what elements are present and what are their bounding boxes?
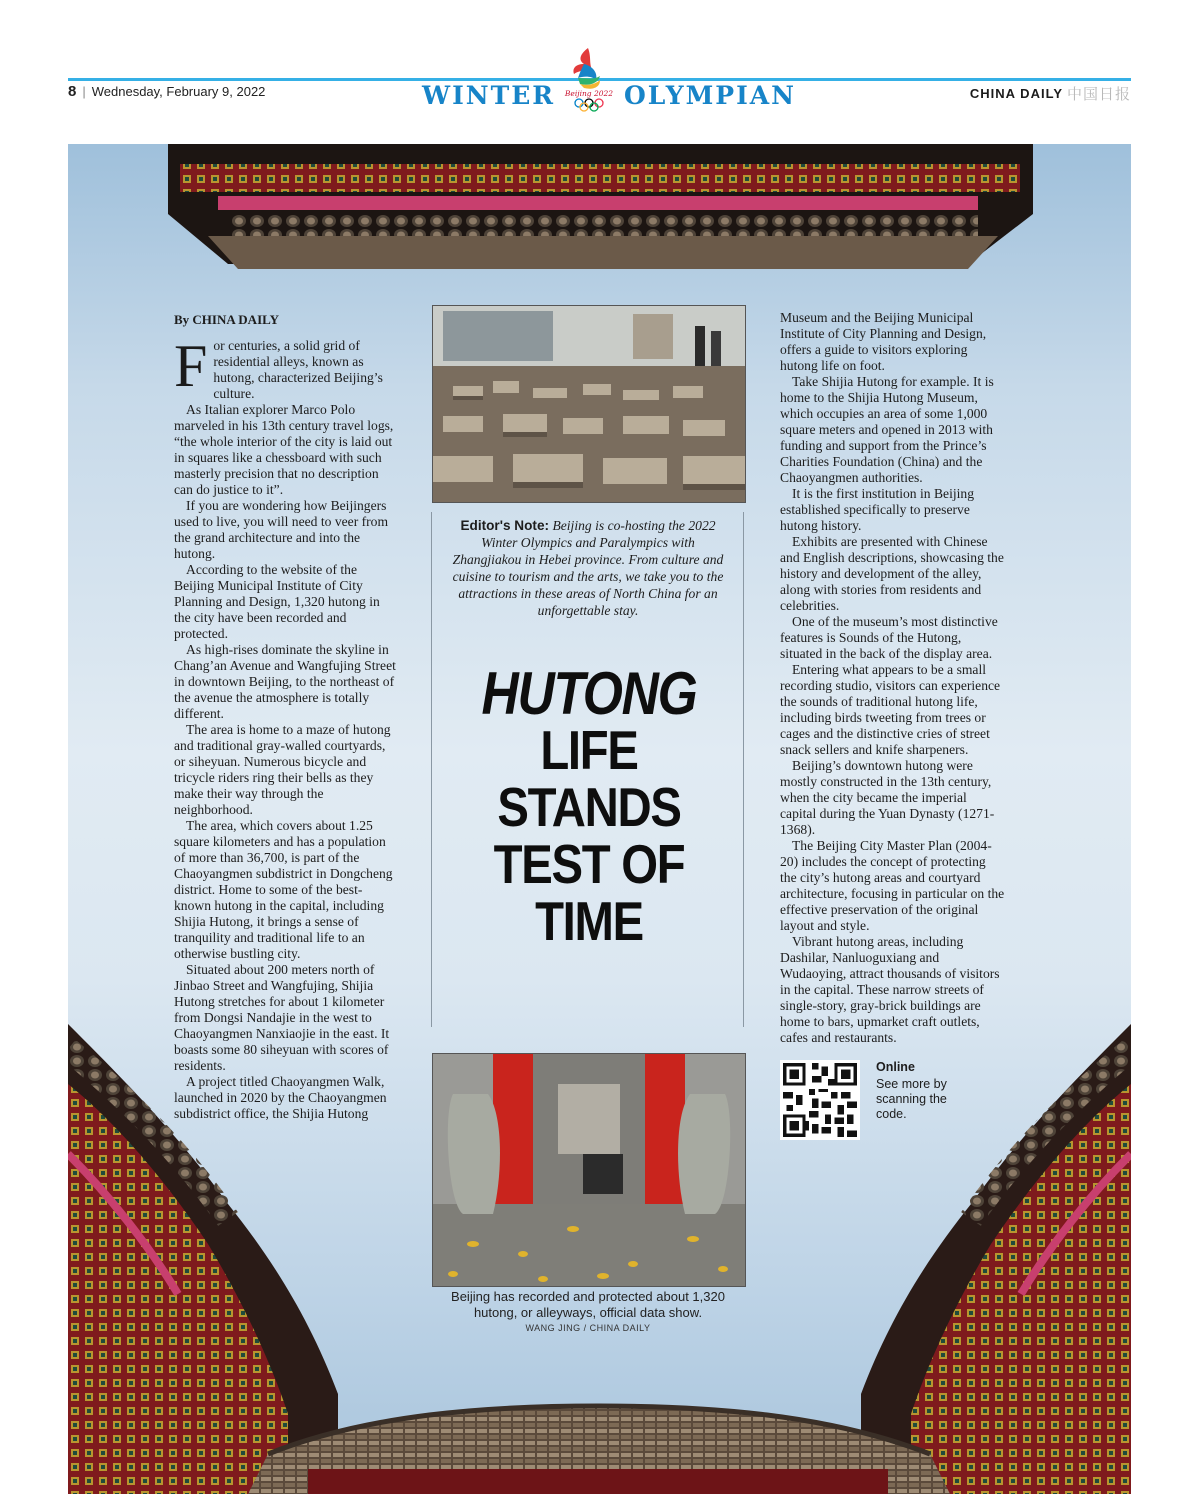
beijing-2022-emblem-icon — [558, 46, 620, 112]
emblem-label — [564, 89, 613, 98]
paragraph: If you are wondering how Beijingers used to live, you will need to veer from the grand architecture and into the hutong. — [174, 498, 389, 561]
paragraph — [174, 333, 399, 402]
headline-line: STANDS — [497, 776, 681, 838]
paragraph: Entering what appears to be a small recording studio, visitors can experience the sounds of traditional hutong life, including birds tweeting from trees or cages and the distinctive cries of street snack sellers and knife sharpeners. — [780, 662, 1001, 757]
byline: By CHINA DAILY — [174, 312, 279, 327]
paper-name-chinese: 中国日报 — [1066, 85, 1131, 103]
article-column-left — [174, 312, 399, 1122]
online-title: Online — [876, 1060, 915, 1074]
paragraph: The Beijing City Master Plan (2004-20) includes the concept of protecting the city’s hutong areas and courtyard architecture, focusing in particular on the effective preservation of the original layout and style. — [780, 838, 1005, 933]
paragraph: Take Shijia Hutong for example. It is home to the Shijia Hutong Museum, which occupies an area of some 1,000 square meters and opened in 2013 with funding and support from the Prince’s Charities Foundation (China) and the Chaoyangmen authorities. — [780, 374, 994, 485]
paragraph: The area is home to a maze of hutong and traditional gray-walled courtyards, or siheyuan. Numerous bicycle and tricycle riders ring their bells as they make their way through the neighborhood. — [174, 722, 391, 817]
headline-line: TEST OF — [493, 833, 685, 895]
column-rule-right — [743, 512, 744, 1027]
section-title-left: WINTER — [422, 81, 556, 110]
editors-note-label: Editor's Note: — [460, 518, 550, 533]
paragraph: According to the website of the Beijing Municipal Institute of City Planning and Design, 1,320 hutong in the city have been recorded and protected. — [174, 562, 380, 641]
page-info: 8 | Wednesday, February 9, 2022 — [68, 83, 266, 100]
paragraph: Exhibits are presented with Chinese and English descriptions, showcasing the history and development of the alley, along with stories from residents and celebrities. — [780, 534, 1004, 613]
article-column-right — [780, 310, 1005, 1046]
paragraph: Beijing’s downtown hutong were mostly constructed in the 13th century, when the city became the imperial capital during the Yuan Dynasty (1271-1368). — [780, 758, 995, 837]
paragraph: A project titled Chaoyangmen Walk, launched in 2020 by the Chaoyangmen subdistrict office, the Shijia Hutong — [174, 1074, 387, 1121]
headline-line: LIFE — [540, 719, 638, 781]
paragraph: Museum and the Beijing Municipal Institute of City Planning and Design, offers a guide to visitors exploring hutong life on foot. — [780, 310, 987, 373]
paragraph: As Italian explorer Marco Polo marveled in his 13th century travel logs, “the whole interior of the city is laid out in squares like a chessboard with such masterly precision that no description can do justice to it”. — [174, 402, 394, 497]
svg-text:Beijing 2022: Beijing 2022 — [564, 89, 614, 98]
museum-model-photo — [432, 305, 746, 503]
editors-note-text: Beijing is co-hosting the 2022 Winter Olympics and Paralympics with Zhangjiakou in Hebei province. From culture and cuisine to tourism and the arts, we take you to the attractions in these areas of North China for an unforgettable stay. — [452, 518, 724, 618]
headline-line: TIME — [535, 890, 643, 952]
section-title-right: OLYMPIAN — [624, 81, 797, 110]
paper-name: CHINA DAILY — [969, 86, 1063, 101]
paragraph: It is the first institution in Beijing established specifically to preserve hutong history. — [780, 486, 975, 533]
hutong-gate-photo — [432, 1053, 746, 1287]
paragraph: As high-rises dominate the skyline in Chang’an Avenue and Wangfujing Street in downtown Beijing, to the northeast of the avenue the atmosphere is totally different. — [174, 642, 396, 721]
photo-caption: Beijing has recorded and protected about 1,320 hutong, or alleyways, official data show. — [451, 1289, 725, 1320]
editors-note — [452, 517, 724, 619]
headline — [466, 660, 712, 952]
online-text: See more by scanning the code. — [876, 1077, 947, 1121]
paragraph-text: or centuries, a solid grid of residential alleys, known as hutong, characterized Beijing’s culture. — [213, 338, 383, 401]
paragraph: Situated about 200 meters north of Jinbao Street and Wangfujing, Shijia Hutong stretches for about 1 kilometer from Dongsi Nandajie in the west to Chaoyangmen Nanxiaojie in the east. It boasts some 80 siheyuan with scores of residents. — [174, 962, 390, 1073]
paragraph: The area, which covers about 1.25 square kilometers and has a population of more than 36,700, is part of the Chaoyangmen subdistrict in Dongcheng district. Home to some of the best-known hutong in the capital, including Shijia Hutong, it brings a sense of tranquility and traditional life to an otherwise bustling city. — [174, 818, 393, 961]
paragraph: Vibrant hutong areas, including Dashilar, Nanluoguxiang and Wudaoying, attract thousands of visitors in the capital. These narrow streets of single-story, gray-brick buildings are home to bars, upmarket craft outlets, cafes and restaurants. — [780, 934, 1000, 1045]
photo-credit: WANG JING / CHINA DAILY — [525, 1323, 651, 1333]
paragraph: One of the museum’s most distinctive features is Sounds of the Hutong, situated in the back of the display area. — [780, 614, 998, 661]
qr-code-icon[interactable] — [780, 1060, 860, 1140]
online-box — [876, 1060, 966, 1122]
headline-line: HUTONG — [481, 660, 697, 727]
issue-date: Wednesday, February 9, 2022 — [91, 84, 266, 99]
drop-cap: F — [174, 333, 208, 399]
column-rule-left — [431, 512, 432, 1027]
page-number: 8 — [68, 83, 77, 100]
